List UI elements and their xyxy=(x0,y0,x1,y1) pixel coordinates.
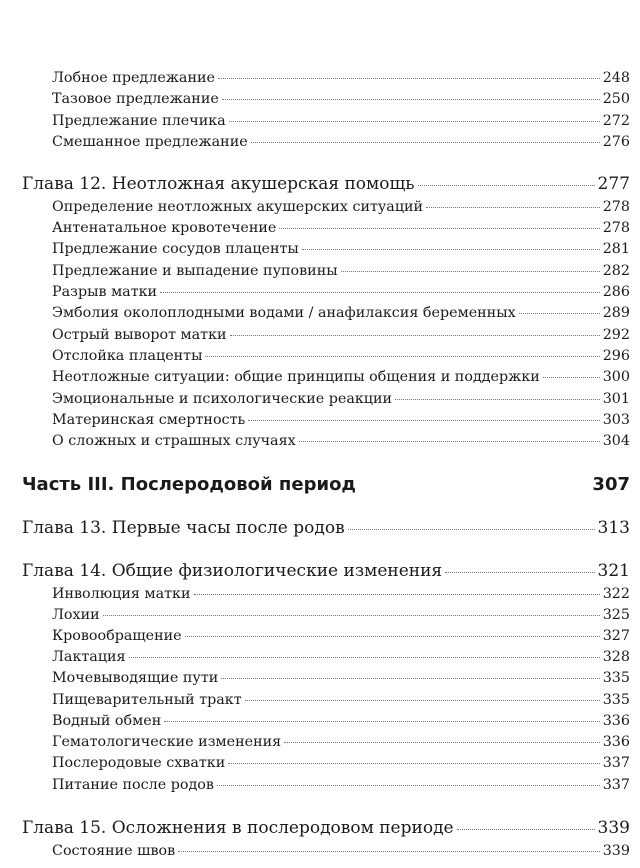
toc-entry-title: Отслойка плаценты xyxy=(52,348,203,364)
toc-entry-page: 304 xyxy=(602,433,630,449)
toc-entry xyxy=(52,241,630,257)
leader-dots xyxy=(160,292,600,293)
chapter-page: 321 xyxy=(597,561,630,581)
toc-entry-page: 335 xyxy=(602,692,630,708)
toc-entry-title: Острый выворот матки xyxy=(52,327,227,343)
leader-dots xyxy=(543,377,600,378)
toc-entry xyxy=(52,843,630,859)
chapter-page: 277 xyxy=(597,174,630,194)
toc-entry xyxy=(52,586,630,602)
toc-entry xyxy=(52,607,630,623)
toc-entry-title: Лохии xyxy=(52,607,100,623)
toc-entry-page: 278 xyxy=(602,199,630,215)
toc-entry-page: 250 xyxy=(602,91,630,107)
toc-entry-page: 328 xyxy=(602,649,630,665)
toc-entry-page: 322 xyxy=(602,586,630,602)
toc-entry-page: 276 xyxy=(602,134,630,150)
toc-entry xyxy=(52,628,630,644)
chapter-heading xyxy=(22,174,630,194)
leader-dots xyxy=(221,678,599,679)
toc-entry xyxy=(52,692,630,708)
toc-entry-title: Разрыв матки xyxy=(52,284,158,300)
toc-entry xyxy=(52,327,630,343)
chapter-heading xyxy=(22,561,630,581)
toc-entry xyxy=(52,91,630,107)
toc-entry-page: 301 xyxy=(602,391,630,407)
leader-dots xyxy=(218,78,600,79)
chapter-page: 313 xyxy=(597,518,630,538)
toc-entry-page: 337 xyxy=(602,777,630,793)
toc-entry-page: 337 xyxy=(602,755,630,771)
toc-entry-title: Кровообращение xyxy=(52,628,182,644)
leader-dots xyxy=(284,742,600,743)
leader-dots xyxy=(228,763,599,764)
leader-dots xyxy=(302,249,600,250)
leader-dots xyxy=(164,721,599,722)
toc-entry-title: Инволюция матки xyxy=(52,586,191,602)
toc-entry-page: 336 xyxy=(602,734,630,750)
toc-entry xyxy=(52,70,630,86)
leader-dots xyxy=(457,829,595,830)
toc-entry xyxy=(52,113,630,129)
toc-entry-title: Пищеварительный тракт xyxy=(52,692,242,708)
toc-entry-title: Неотложные ситуации: общие принципы общения и поддержки xyxy=(52,369,540,385)
leader-dots xyxy=(248,420,599,421)
leader-dots xyxy=(194,594,600,595)
leader-dots xyxy=(395,399,600,400)
toc-entry-page: 286 xyxy=(602,284,630,300)
toc-entry-title: Смешанное предлежание xyxy=(52,134,248,150)
toc-entry-title: Тазовое предлежание xyxy=(52,91,219,107)
toc-entry-page: 336 xyxy=(602,713,630,729)
chapter-title: Глава 14. Общие физиологические изменения xyxy=(22,561,443,581)
toc-entry xyxy=(52,713,630,729)
toc-entry-page: 327 xyxy=(602,628,630,644)
toc-entry-title: Лобное предлежание xyxy=(52,70,215,86)
toc-entry xyxy=(52,348,630,364)
toc-entry xyxy=(52,284,630,300)
part-page: 307 xyxy=(592,474,630,495)
leader-dots xyxy=(178,851,600,852)
leader-dots xyxy=(185,636,600,637)
toc-entry xyxy=(52,220,630,236)
toc-entry-title: Питание после родов xyxy=(52,777,214,793)
leader-dots xyxy=(229,121,600,122)
toc-entry xyxy=(52,734,630,750)
leader-dots xyxy=(426,207,600,208)
toc-entry xyxy=(52,755,630,771)
leader-dots xyxy=(103,615,600,616)
leader-dots xyxy=(217,785,600,786)
toc-entry-page: 292 xyxy=(602,327,630,343)
toc-entry-page: 282 xyxy=(602,263,630,279)
toc-entry-title: Послеродовые схватки xyxy=(52,755,226,771)
toc-entry xyxy=(52,134,630,150)
chapter-heading xyxy=(22,518,630,538)
toc-entry-page: 325 xyxy=(602,607,630,623)
toc-entry-title: Предлежание плечика xyxy=(52,113,226,129)
chapter-page: 339 xyxy=(597,818,630,838)
toc-entry-title: Состояние швов xyxy=(52,843,176,859)
toc-entry-page: 296 xyxy=(602,348,630,364)
toc-entry-title: Эмоциональные и психологические реакции xyxy=(52,391,393,407)
leader-dots xyxy=(129,657,600,658)
leader-dots xyxy=(222,99,600,100)
toc-entry-title: Предлежание и выпадение пуповины xyxy=(52,263,338,279)
toc-entry xyxy=(52,305,630,321)
toc-entry-page: 339 xyxy=(602,843,630,859)
leader-dots xyxy=(418,185,595,186)
chapter-heading xyxy=(22,818,630,838)
leader-dots xyxy=(279,228,599,229)
toc-entry xyxy=(52,649,630,665)
toc-entry xyxy=(52,391,630,407)
toc-entry-page: 278 xyxy=(602,220,630,236)
chapter-title: Глава 12. Неотложная акушерская помощь xyxy=(22,174,415,194)
part-heading xyxy=(22,474,630,495)
leader-dots xyxy=(245,700,600,701)
toc-entry xyxy=(52,412,630,428)
chapter-title: Глава 15. Осложнения в послеродовом периоде xyxy=(22,818,454,838)
toc-entry-title: Антенатальное кровотечение xyxy=(52,220,277,236)
toc-entry xyxy=(52,433,630,449)
leader-dots xyxy=(251,142,600,143)
toc-entry-page: 303 xyxy=(602,412,630,428)
toc-entry xyxy=(52,369,630,385)
toc-entry-title: Материнская смертность xyxy=(52,412,246,428)
toc-entry-title: Лактация xyxy=(52,649,126,665)
toc-entry xyxy=(52,777,630,793)
toc-entry-title: Предлежание сосудов плаценты xyxy=(52,241,299,257)
toc-entry-title: Водный обмен xyxy=(52,713,162,729)
leader-dots xyxy=(205,356,599,357)
toc-entry-page: 300 xyxy=(602,369,630,385)
toc-entry-title: Мочевыводящие пути xyxy=(52,670,219,686)
leader-dots xyxy=(519,313,600,314)
chapter-title: Глава 13. Первые часы после родов xyxy=(22,518,345,538)
toc-entry-page: 248 xyxy=(602,70,630,86)
toc-entry xyxy=(52,199,630,215)
toc-entry xyxy=(52,670,630,686)
leader-dots xyxy=(230,335,600,336)
toc-entry-title: Гематологические изменения xyxy=(52,734,282,750)
toc-entry xyxy=(52,263,630,279)
toc-entry-title: О сложных и страшных случаях xyxy=(52,433,296,449)
toc-entry-title: Определение неотложных акушерских ситуаций xyxy=(52,199,424,215)
leader-dots xyxy=(341,271,600,272)
leader-dots xyxy=(445,572,594,573)
toc-entry-page: 272 xyxy=(602,113,630,129)
toc-entry-page: 281 xyxy=(602,241,630,257)
leader-dots xyxy=(348,529,595,530)
toc-entry-page: 335 xyxy=(602,670,630,686)
toc-entry-title: Эмболия околоплодными водами / анафилаксия беременных xyxy=(52,305,516,321)
leader-dots xyxy=(299,441,600,442)
part-title: Часть III. Послеродовой период xyxy=(22,474,356,495)
toc-entry-page: 289 xyxy=(602,305,630,321)
